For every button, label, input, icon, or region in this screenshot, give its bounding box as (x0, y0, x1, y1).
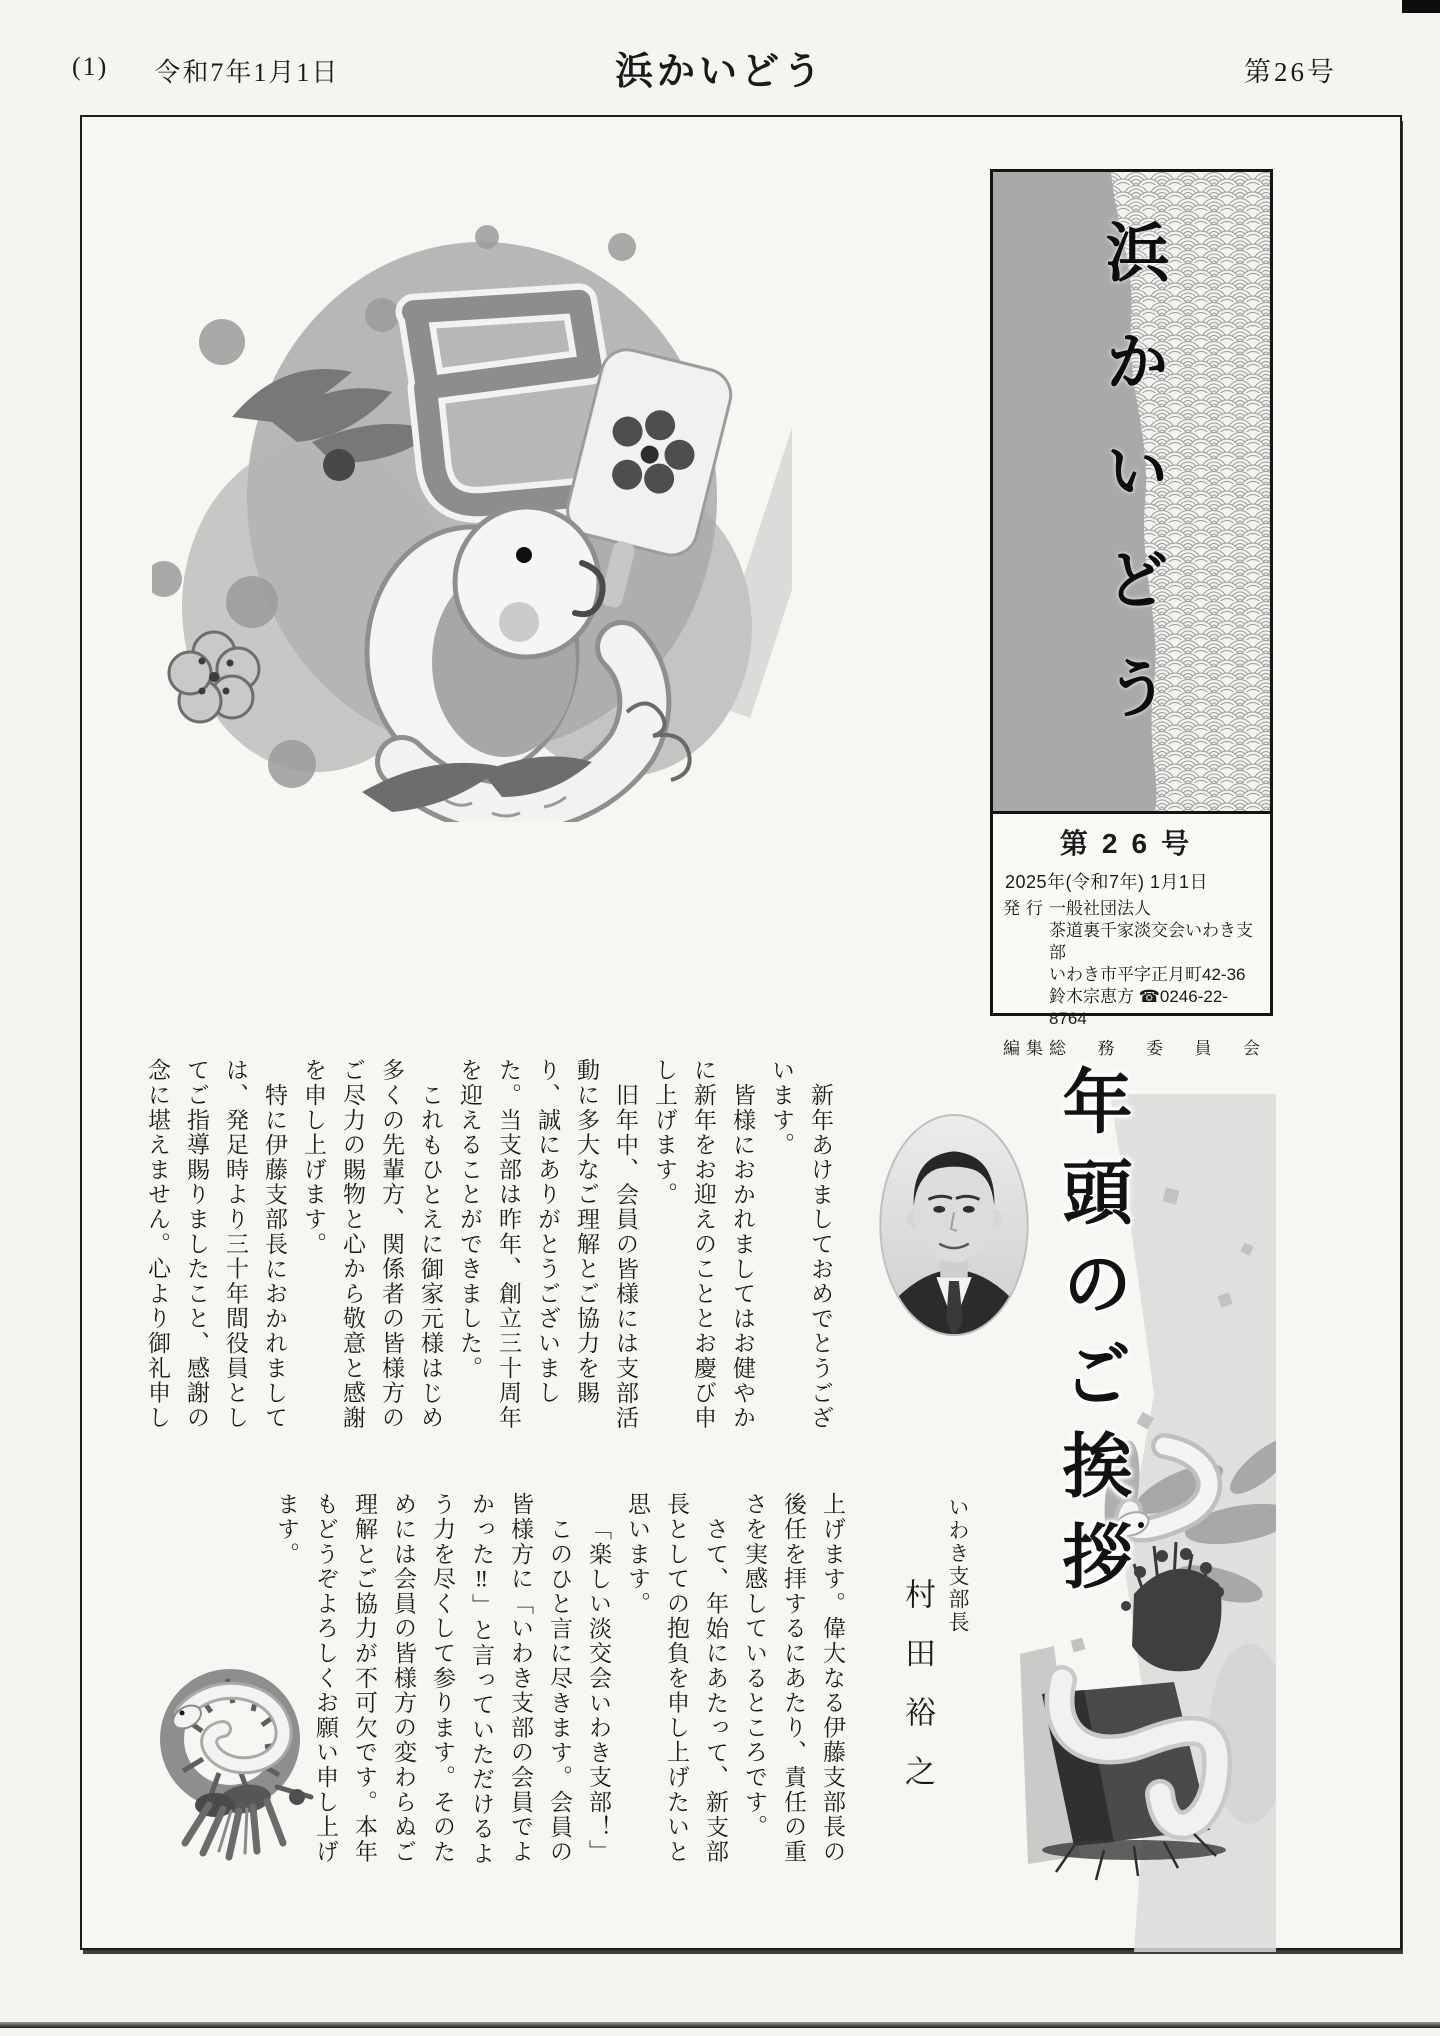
publisher-line: 鈴木宗恵方 ☎0246-22-8764 (1049, 987, 1228, 1029)
year-of-snake-ink-illustration (152, 207, 792, 822)
paragraph: 特に伊藤支部長におかれましては、発足時より三十年間役員としてご指導賜りましたこと、感謝の念に堪えません。心より御礼申し (145, 1058, 287, 1431)
paragraph: これもひとえに御家元様はじめ多くの先輩方、関係者の皆様方のご尽力の賜物と心から敬意と感謝を申し上げます。 (301, 1058, 443, 1431)
publisher-address (1049, 898, 1260, 1031)
editor-row (1003, 1034, 1260, 1059)
issue-info-box (990, 814, 1273, 1058)
masthead-title: 浜かいどう (1096, 219, 1168, 764)
publisher-line: いわき市平字正月町42-36 (1049, 965, 1246, 985)
publisher-row (1003, 898, 1260, 1031)
publisher-line: 茶道裏千家淡交会いわき支部 (1049, 921, 1253, 963)
paragraph: 新年あけましておめでとうございます。 (769, 1058, 833, 1431)
content-frame (80, 115, 1402, 1950)
issue-number: 第26号 (1059, 828, 1204, 859)
shimenawa-rope-snake-illustration (127, 1647, 337, 1862)
paragraph: 「楽しい淡交会いわき支部！」 (586, 1517, 611, 1865)
masthead-box (990, 169, 1273, 814)
paragraph: さて、年始にあたって、新支部長としての抱負を申し上げたいと思います。 (625, 1492, 728, 1865)
article-body-lower (274, 1492, 852, 1866)
paragraph: 皆様におかれましてはお健やかに新年をお迎えのこととお慶び申し上げます。 (652, 1058, 755, 1431)
paragraph: このひと言に尽きます。会員の皆様方に「いわき支部の会員でよかった‼」と言っていただけるよう力を尽くして参ります。そのためには会員の皆様方の変わらぬご理解とご協力が不可欠です。本年もどうぞよろしくお願い申し上げます。 (274, 1492, 572, 1866)
snake-head (455, 507, 603, 657)
publisher-line: 一般社団法人 (1049, 899, 1151, 918)
scan-corner-mark (1402, 0, 1440, 13)
byline-name: 村田裕之 (900, 1578, 935, 1814)
paragraph: 旧年中、会員の皆様には支部活動に多大なご理解とご協力を賜り、誠にありがとうございました。当支部は昨年、創立三十周年を迎えることができました。 (457, 1058, 638, 1431)
page-number: (1) (72, 52, 109, 81)
page-header-left (72, 52, 339, 89)
page-header-date: 令和7年1月1日 (154, 58, 340, 87)
editor-label: 編集 (1003, 1038, 1049, 1058)
byline-role: いわき支部長 (946, 1496, 970, 1634)
article-body-upper (136, 1058, 840, 1432)
article-title: 年頭のご挨拶 (1052, 1065, 1129, 1611)
issue-date: 2025年(令和7年) 1月1日 (1005, 872, 1209, 892)
page-header-issue: 第26号 (1244, 57, 1337, 87)
paragraph: 上げます。偉大なる伊藤支部長の後任を拝するにあたり、責任の重さを実感しているところです。 (742, 1492, 845, 1864)
newspaper-title: 浜かいどう (614, 51, 826, 93)
editor-value: 総務委員会 (1049, 1038, 1260, 1058)
portrait-photo (878, 1114, 1030, 1340)
publisher-label: 発行 (1003, 899, 1049, 918)
scan-bottom-line (0, 2022, 1440, 2028)
